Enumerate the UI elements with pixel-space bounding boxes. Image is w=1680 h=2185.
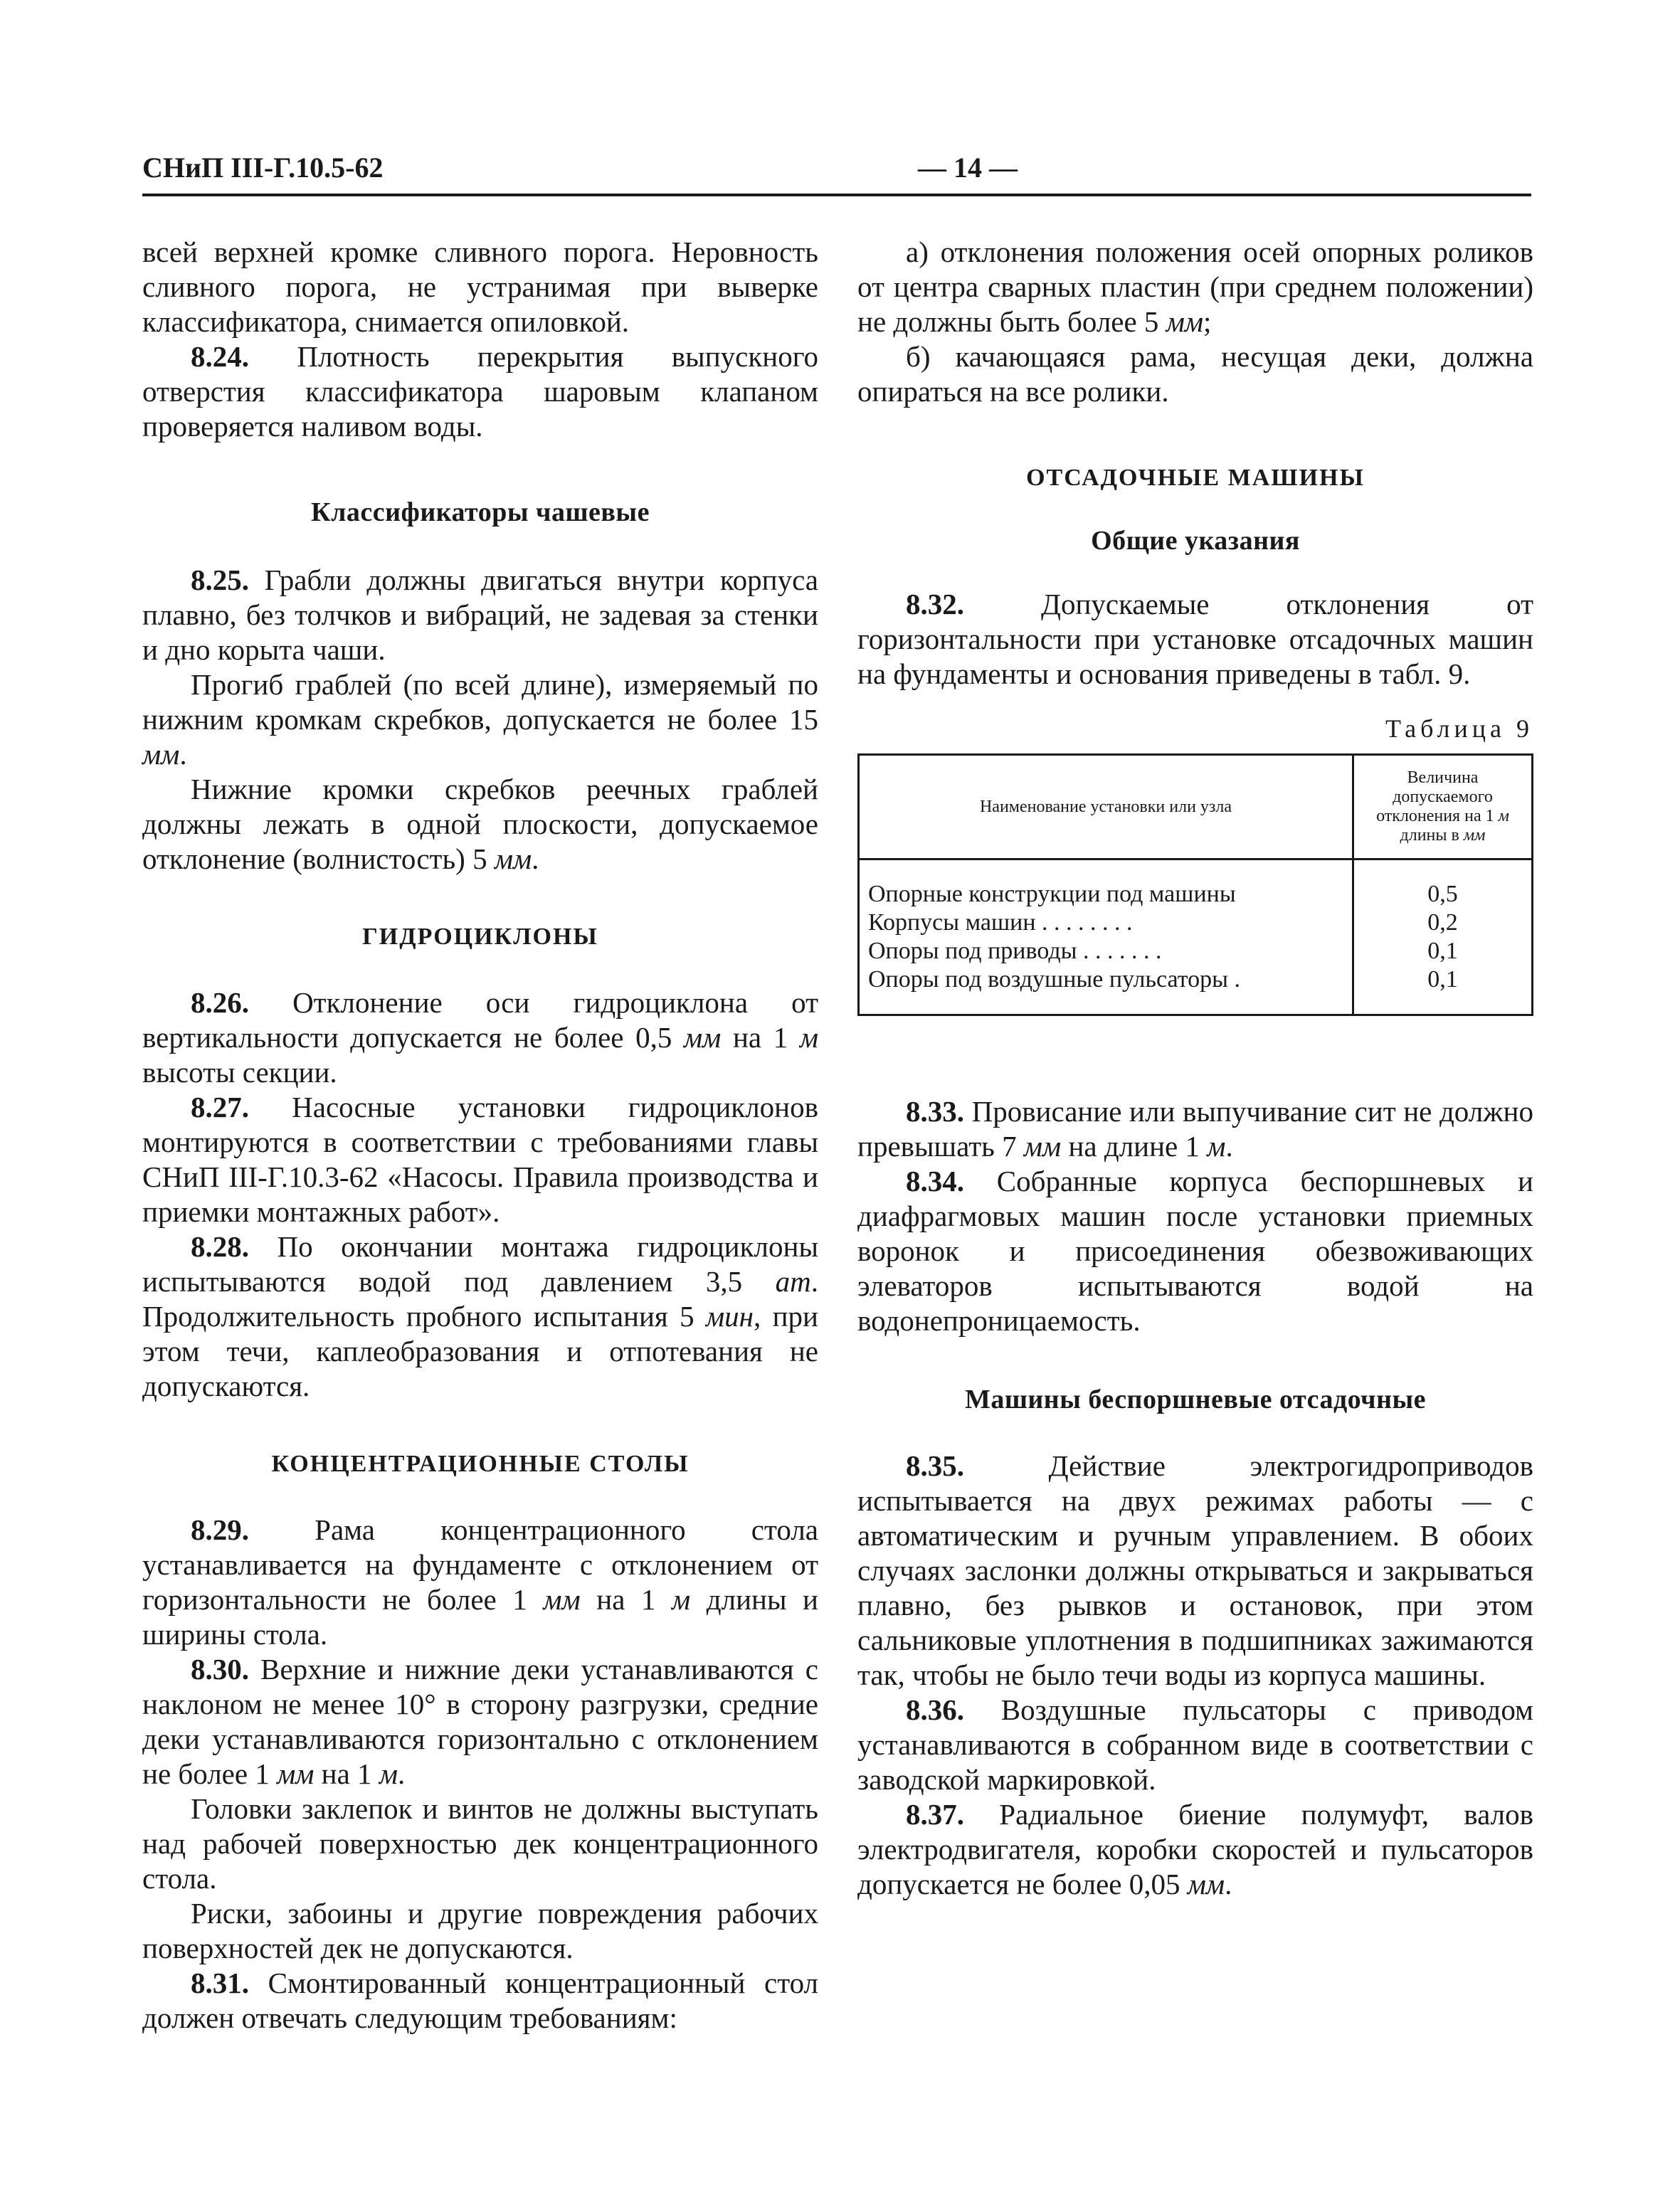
section-heading-jigging-machines: ОТСАДОЧНЫЕ МАШИНЫ (1026, 465, 1365, 491)
paragraph-8-25-deflection: Прогиб граблей (по всей длине), измеряемый по нижним кромкам скребков, допускается не более 15 мм. (142, 668, 818, 771)
paragraph-8-37: 8.37. Радиальное биение полумуфт, валов электродвигателя, коробки скоростей и пульсаторов допускается не более 0,05 мм. (857, 1798, 1533, 1900)
paragraph-8-30-rivets: Головки заклепок и винтов не должны выступать над рабочей поверхностью дек концентрационного стола. (142, 1792, 818, 1895)
table-header-value: Величина допускаемого отклонения на 1 м длины в мм (1353, 755, 1533, 859)
section-heading-concentration-tables: КОНЦЕНТРАЦИОННЫЕ СТОЛЫ (271, 1451, 690, 1477)
table-row: Опоры под приводы . . . . . . . 0,1 (859, 937, 1533, 965)
table-9 (857, 753, 1533, 1016)
paragraph-8-33: 8.33. Провисание или выпучивание сит не должно превышать 7 мм на длине 1 м. (857, 1095, 1533, 1163)
paragraph-item-a: а) отклонения положения осей опорных роликов от центра сварных пластин (при среднем положении) не должны быть более 5 мм; (857, 236, 1533, 338)
page-header (142, 151, 1531, 196)
table-row: Корпусы машин . . . . . . . . 0,2 (859, 909, 1533, 937)
paragraph-8-25: 8.25. Грабли должны двигаться внутри корпуса плавно, без толчков и вибраций, не задевая за стенки и дно корыта чаши. (142, 564, 818, 666)
paragraph-item-b: б) качающаяся рама, несущая деки, должна опираться на все ролики. (857, 340, 1533, 408)
subsection-heading-pistonless-machines: Машины беспоршневые отсадочные (964, 1385, 1427, 1414)
table-header-name: Наименование установки или узла (859, 755, 1353, 859)
table-row: Опорные конструкции под машины 0,5 (859, 880, 1533, 909)
left-column (142, 235, 818, 2036)
page-number: — 14 — (918, 152, 1018, 184)
subsection-heading-general: Общие указания (1091, 526, 1300, 556)
section-heading-hydrocyclones: ГИДРОЦИКЛОНЫ (362, 924, 598, 950)
document-code: СНиП III-Г.10.5-62 (142, 152, 384, 184)
paragraph-8-36: 8.36. Воздушные пульсаторы с приводом устанавливаются в собранном виде в соответствии с заводской маркировкой. (857, 1693, 1533, 1796)
section-heading-classifiers: Классификаторы чашевые (311, 497, 650, 527)
right-column (857, 235, 1533, 1902)
paragraph-8-25-edges: Нижние кромки скребков реечных граблей должны лежать в одной плоскости, допускаемое отклонение (волнистость) 5 мм. (142, 773, 818, 875)
paragraph-8-32: 8.32. Допускаемые отклонения от горизонтальности при установке отсадочных машин на фундаменты и основания приведены в табл. 9. (857, 588, 1533, 690)
paragraph-8-28: 8.28. По окончании монтажа гидроциклоны испытываются водой под давлением 3,5 ат. Продолжительность пробного испытания 5 мин, при этом течи, каплеобразования и отпотевания не допускаются. (142, 1230, 818, 1402)
paragraph-8-30-damage: Риски, забоины и другие повреждения рабочих поверхностей дек не допускаются. (142, 1897, 818, 1964)
table-row: Опоры под воздушные пульсаторы . 0,1 (859, 965, 1533, 994)
paragraph-8-31: 8.31. Смонтированный концентрационный стол должен отвечать следующим требованиям: (142, 1967, 818, 2034)
paragraph-8-30: 8.30. Верхние и нижние деки устанавливаются с наклоном не менее 10° в сторону разгрузки, средние деки устанавливаются горизонтально с отклонением не более 1 мм на 1 м. (142, 1653, 818, 1790)
paragraph-8-24: 8.24. Плотность перекрытия выпускного отверстия классификатора шаровым клапаном проверяется наливом воды. (142, 340, 818, 443)
paragraph-8-29: 8.29. Рама концентрационного стола устанавливается на фундаменте с отклонением от горизонтальности не более 1 мм на 1 м длины и ширины стола. (142, 1513, 818, 1651)
paragraph-8-27: 8.27. Насосные установки гидроциклонов монтируются в соответствии с требованиями главы СНиП III-Г.10.3-62 «Насосы. Правила производства и приемки монтажных работ». (142, 1091, 818, 1228)
paragraph-continuation: всей верхней кромке сливного порога. Неровность сливного порога, не устранимая при выверке классификатора, снимается опиловкой. (142, 236, 818, 338)
paragraph-8-34: 8.34. Собранные корпуса беспоршневых и диафрагмовых машин после установки приемных воронок и присоединения обезвоживающих элеваторов испытываются водой на водонепроницаемость. (857, 1165, 1533, 1337)
table-caption: Таблица 9 (1385, 714, 1533, 743)
paragraph-8-26: 8.26. Отклонение оси гидроциклона от вертикальности допускается не более 0,5 мм на 1 м высоты секции. (142, 986, 819, 1089)
paragraph-8-35: 8.35. Действие электрогидроприводов испытывается на двух режимах работы — с автоматическим и ручным управлением. В обоих случаях заслонки должны открываться и закрываться плавно, без рывков и остановок, при этом сальниковые уплотнения в подшипниках зажимаются так, чтобы не было течи воды из корпуса машины. (857, 1449, 1533, 1691)
